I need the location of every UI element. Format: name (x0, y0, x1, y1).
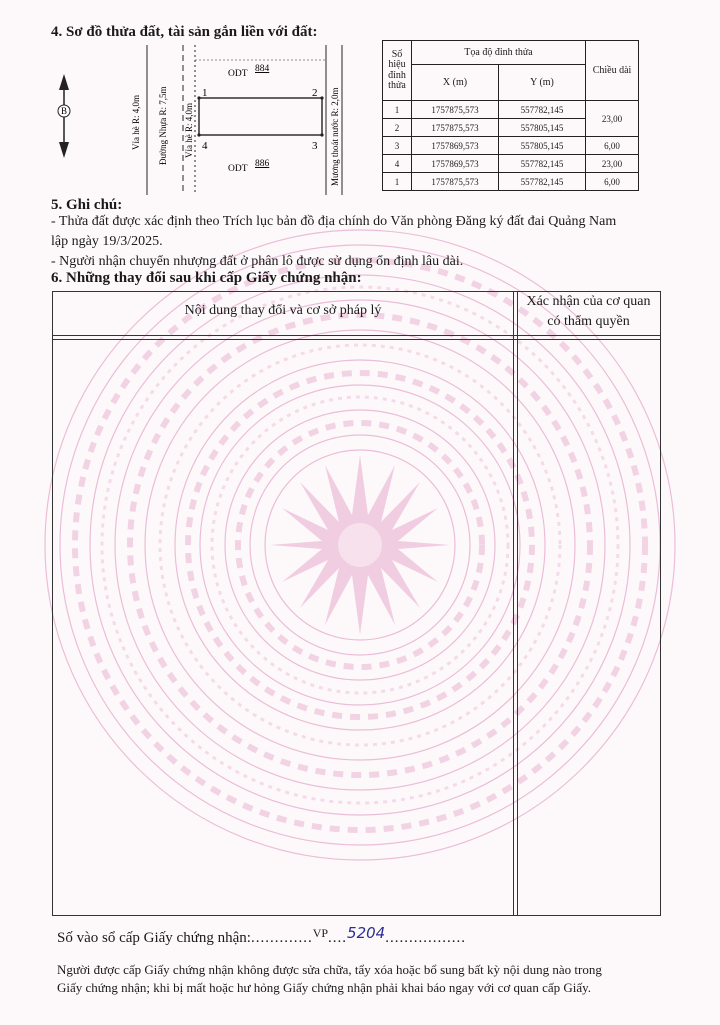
parcel-diagram (50, 40, 360, 195)
length-4: 6,00 (586, 173, 639, 191)
note-line-1: - Thửa đất được xác định theo Trích lục bản đồ địa chính do Văn phòng Đăng ký đất đai Quảng Nam (51, 214, 617, 229)
parcel-bottom-number: 886 (255, 159, 270, 169)
section-4-title: 4. Sơ đồ thửa đất, tài sản gắn liền với đất: (51, 24, 318, 40)
vertex-1-label: 1 (202, 87, 208, 99)
north-label: B (60, 106, 68, 116)
row-5-id: 1 (383, 173, 412, 191)
row-2-y: 557805,145 (499, 119, 586, 137)
row-3-y: 557805,145 (499, 137, 586, 155)
row-5-x: 1757875,573 (412, 173, 499, 191)
road-label-sidewalk-2: Vỉa hè R: 4,0m (184, 103, 194, 158)
changes-col-confirm-header-line2: có thẩm quyền (547, 314, 630, 329)
length-3: 23,00 (586, 155, 639, 173)
length-2: 6,00 (586, 137, 639, 155)
parcel-bottom-type: ODT (228, 164, 248, 174)
col-y: Y (m) (499, 65, 586, 101)
row-1-x: 1757875,573 (412, 101, 499, 119)
vertex-2-label: 2 (312, 87, 318, 99)
changes-table (52, 291, 661, 916)
col-x: X (m) (412, 65, 499, 101)
register-line: Số vào sổ cấp Giấy chứng nhận:.............$^{VP}$....5204................. (57, 924, 466, 946)
col-so-hieu: Số hiệu đỉnh thửa (383, 41, 412, 101)
note-line-3: - Người nhận chuyển nhượng đất ở phân lô được sử dụng ổn định lâu dài. (51, 254, 464, 269)
row-1-id: 1 (383, 101, 412, 119)
row-5-y: 557782,145 (499, 173, 586, 191)
row-3-x: 1757869,573 (412, 137, 499, 155)
changes-col-content-header: Nội dung thay đổi và cơ sở pháp lý (184, 303, 382, 318)
road-label-drain: Mương thoát nước R: 2,0m (330, 87, 340, 186)
col-toa-do: Tọa độ đỉnh thửa (412, 41, 586, 65)
register-number-handwritten: 5204 (347, 924, 386, 942)
vertex-4-label: 4 (202, 140, 208, 152)
row-2-x: 1757875,573 (412, 119, 499, 137)
road-label-sidewalk-1: Vỉa hè R: 4,0m (131, 95, 141, 150)
row-1-y: 557782,145 (499, 101, 586, 119)
row-4-id: 4 (383, 155, 412, 173)
coordinate-table (382, 40, 639, 191)
length-1: 23,00 (586, 101, 639, 137)
row-3-id: 3 (383, 137, 412, 155)
road-label-asphalt: Đường Nhựa R: 7,5m (158, 86, 168, 165)
warning-line-2: Giấy chứng nhận; khi bị mất hoặc hư hỏng Giấy chứng nhận phải khai báo ngay với cơ quan cấp Giấy. (57, 980, 592, 995)
parcel-top-number: 884 (255, 64, 270, 74)
section-5-title: 5. Ghi chú: (51, 197, 123, 213)
row-4-x: 1757869,573 (412, 155, 499, 173)
register-label: Số vào sổ cấp Giấy chứng nhận: (57, 930, 251, 946)
section-6-title: 6. Những thay đổi sau khi cấp Giấy chứng nhận: (51, 270, 362, 286)
note-line-2: lập ngày 19/3/2025. (51, 234, 163, 249)
register-prefix: VP (312, 926, 329, 940)
row-2-id: 2 (383, 119, 412, 137)
changes-col-confirm-header-line1: Xác nhận của cơ quan (526, 294, 651, 309)
warning-line-1: Người được cấp Giấy chứng nhận không được sửa chữa, tẩy xóa hoặc bổ sung bất kỳ nội dung nào trong (57, 962, 602, 977)
col-chieu-dai: Chiều dài (586, 41, 639, 101)
parcel-top-type: ODT (228, 69, 248, 79)
north-arrow-icon (58, 74, 70, 158)
vertex-3-label: 3 (312, 140, 318, 152)
row-4-y: 557782,145 (499, 155, 586, 173)
